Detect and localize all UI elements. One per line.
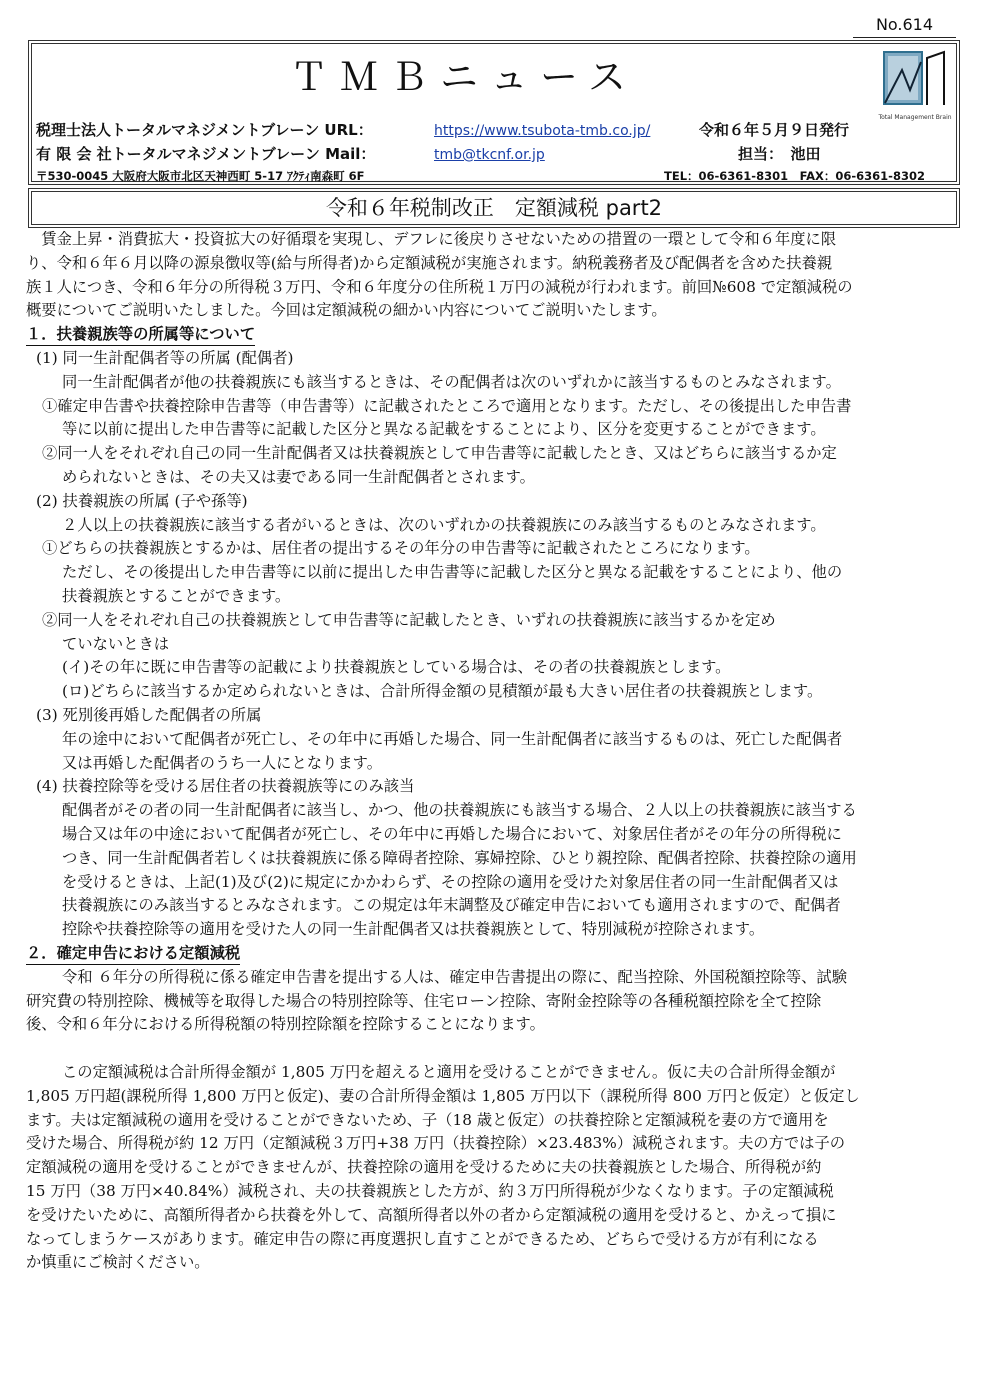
header-box: [28, 40, 960, 185]
intro-line: 族１人につき、令和６年分の所得税３万円、令和６年度分の住所税１万円の減税が行われます。前回№608 で定額減税の: [26, 277, 853, 296]
subsection-1-item-2: ②同一人をそれぞれ自己の同一生計配偶者又は扶養親族として申告書等に記載したとき、又はどちらに該当するか定: [42, 444, 837, 463]
subsection-2-item-1: ①どちらの扶養親族とするかは、居住者の提出するその年分の申告書等に記載されたところになります。: [42, 539, 760, 558]
website-link[interactable]: https://www.tsubota-tmb.co.jp/: [434, 123, 651, 139]
paragraph-gap: [26, 1037, 962, 1061]
section-2-para-2-line: を受けたいために、高額所得者から扶養を外して、高額所得者以外の者から定額減税の適用を受けると、かえって損に: [26, 1205, 837, 1224]
subsection-2-item-1-cont: ただし、その後提出した申告書等に以前に提出した申告書等に記載した区分と異なる記載をすることにより、他の: [62, 563, 843, 582]
section-2-para-2-line: 1,805 万円超(課税所得 1,800 万円と仮定)、妻の合計所得金額は 1,805 万円以下（課税所得 800 万円と仮定）と仮定し: [26, 1086, 860, 1105]
section-2-para-2-line: なってしまうケースがあります。確定申告の際に再度選択し直すことができるため、どちらで受ける方が有利になる: [26, 1229, 819, 1248]
subsection-3-line: 年の途中において配偶者が死亡し、その年中に再婚した場合、同一生計配偶者に該当するものは、死亡した配偶者: [62, 729, 843, 748]
section-2-para-2-line: 定額減税の適用を受けることができませんが、扶養控除の適用を受けるために夫の扶養親族とした場合、所得税が約: [26, 1158, 822, 1177]
company-name-2: 有 限 会 社トータルマネジメントブレーン Mail：: [36, 145, 376, 163]
address: 〒530-0045 大阪府大阪市北区天神西町 5-17 ｱｸﾃｨ南森町 6F: [36, 169, 365, 183]
subsection-2-sub-ro: (ロ)どちらに該当するか定められないときは、合計所得金額の見積額が最も大きい居住者の扶養親族とします。: [62, 682, 823, 701]
subsection-1-item-1: ①確定申告書や扶養控除申告書等（申告書等）に記載されたところで適用となります。ただし、その後提出した申告書: [42, 396, 852, 415]
logo-caption: Total Management Brain: [878, 114, 952, 121]
section-2-heading: ２．確定申告における定額減税: [26, 943, 240, 965]
subsection-1-item-2-cont: められないときは、その夫又は妻である同一生計配偶者とされます。: [62, 467, 535, 486]
article-title: 令和６年税制改正 定額減税 part2: [325, 196, 663, 220]
section-2-para-1-line: 研究費の特別控除、機械等を取得した場合の特別控除等、住宅ローン控除、寄附金控除等の各種税額控除を全て控除: [26, 991, 822, 1010]
subsection-4-line: 場合又は年の中途において配偶者が死亡し、その年中に再婚した場合において、対象居住者がその年分の所得税に: [62, 824, 842, 843]
tel-fax: TEL：06-6361-8301 FAX：06-6361-8302: [664, 169, 925, 183]
section-2-para-2-line: 15 万円（38 万円×40.84%）減税され、夫の扶養親族とした方が、約３万円所得税が少なくなります。子の定額減税: [26, 1182, 834, 1201]
issue-number: No.614: [853, 14, 956, 38]
subsection-2-heading: (2) 扶養親族の所属 (子や孫等): [36, 491, 248, 510]
intro-line: り、令和６年６月以降の源泉徴収等(給与所得者)から定額減税が実施されます。納税義務者及び配偶者を含めた扶養親: [26, 253, 833, 272]
subsection-4-line: 配偶者がその者の同一生計配偶者に該当し、かつ、他の扶養親族にも該当する場合、２人以上の扶養親族に該当する: [62, 801, 857, 820]
subsection-4-line: 扶養親族にのみ該当するとみなされます。この規定は年末調整及び確定申告においても適用されますので、配偶者: [62, 896, 841, 915]
subsection-4-line: を受けるときは、上記(1)及び(2)に規定にかかわらず、その控除の適用を受けた対象居住者の同一生計配偶者又は: [62, 872, 839, 891]
subsection-1-item-1-cont: 等に以前に提出した申告書等に記載した区分と異なる記載をすることにより、区分を変更することができます。: [62, 420, 826, 439]
company-name-1: 税理士法人トータルマネジメントブレーン URL：: [36, 121, 373, 139]
section-1-heading: １．扶養親族等の所属等について: [26, 324, 255, 346]
subsection-4-line: つき、同一生計配偶者若しくは扶養親族に係る障碍者控除、寡婦控除、ひとり親控除、配偶者控除、扶養控除の適用: [62, 848, 857, 867]
mail-link[interactable]: tmb@tkcnf.or.jp: [434, 147, 545, 163]
section-2-para-2-line: この定額減税は合計所得金額が 1,805 万円を超えると適用を受けることができません。仮に夫の合計所得金額が: [62, 1063, 836, 1082]
tmb-logo-icon: [882, 50, 948, 114]
subsection-3-heading: (3) 死別後再婚した配偶者の所属: [36, 705, 262, 724]
masthead-title: ＴＭＢニュース: [289, 55, 639, 99]
subsection-1-lead: 同一生計配偶者が他の扶養親族にも該当するときは、その配偶者は次のいずれかに該当するものとみなされます。: [62, 372, 841, 391]
subsection-4-heading: (4) 扶養控除等を受ける居住者の扶養親族等にのみ該当: [36, 777, 415, 796]
subsection-2-lead: ２人以上の扶養親族に該当する者がいるときは、次のいずれかの扶養親族にのみ該当するものとみなされます。: [62, 515, 826, 534]
intro-line: 賃金上昇・消費拡大・投資拡大の好循環を実現し、デフレに後戻りさせないための措置の一環として令和６年度に限: [41, 230, 837, 248]
subsection-2-sub-i: (イ)その年に既に申告書等の記載により扶養親族としている場合は、その者の扶養親族とします。: [62, 658, 731, 677]
subsection-2-item-2: ②同一人をそれぞれ自己の扶養親族として申告書等に記載したとき、いずれの扶養親族に該当するかを定め: [42, 610, 776, 629]
section-2-para-2-line: ます。夫は定額減税の適用を受けることができないため、子（18 歳と仮定）の扶養控除と定額減税を妻の方で適用を: [26, 1110, 829, 1129]
article-body: [26, 228, 962, 1275]
section-2-para-1-line: 令和 ６年分の所得税に係る確定申告書を提出する人は、確定申告書提出の際に、配当控除、外国税額控除等、試験: [62, 967, 848, 986]
person-in-charge: 担当： 池田: [738, 145, 821, 163]
issue-date: 令和６年５月９日発行: [699, 121, 850, 139]
intro-line: 概要についてご説明いたしました。今回は定額減税の細かい内容についてご説明いたします。: [26, 301, 667, 320]
subsection-4-line: 控除や扶養控除等の適用を受けた人の同一生計配偶者又は扶養親族として、特別減税が控除されます。: [62, 920, 765, 939]
subsection-2-item-2-cont: ていないときは: [62, 634, 170, 653]
subsection-3-line: 又は再婚した配偶者のうち一人にとなります。: [62, 753, 383, 772]
section-2-para-2-line: 受けた場合、所得税が約 12 万円（定額減税３万円+38 万円（扶養控除）×23.483%）減税されます。夫の方では子の: [26, 1134, 846, 1153]
title-box: [28, 188, 960, 228]
section-2-para-2-line: か慎重にご検討ください。: [26, 1253, 210, 1272]
subsection-2-item-1-cont: 扶養親族とすることができます。: [62, 586, 291, 605]
subsection-1-heading: (1) 同一生計配偶者等の所属 (配偶者): [36, 348, 294, 367]
section-2-para-1-line: 後、令和６年分における所得税額の特別控除額を控除することになります。: [26, 1015, 545, 1034]
